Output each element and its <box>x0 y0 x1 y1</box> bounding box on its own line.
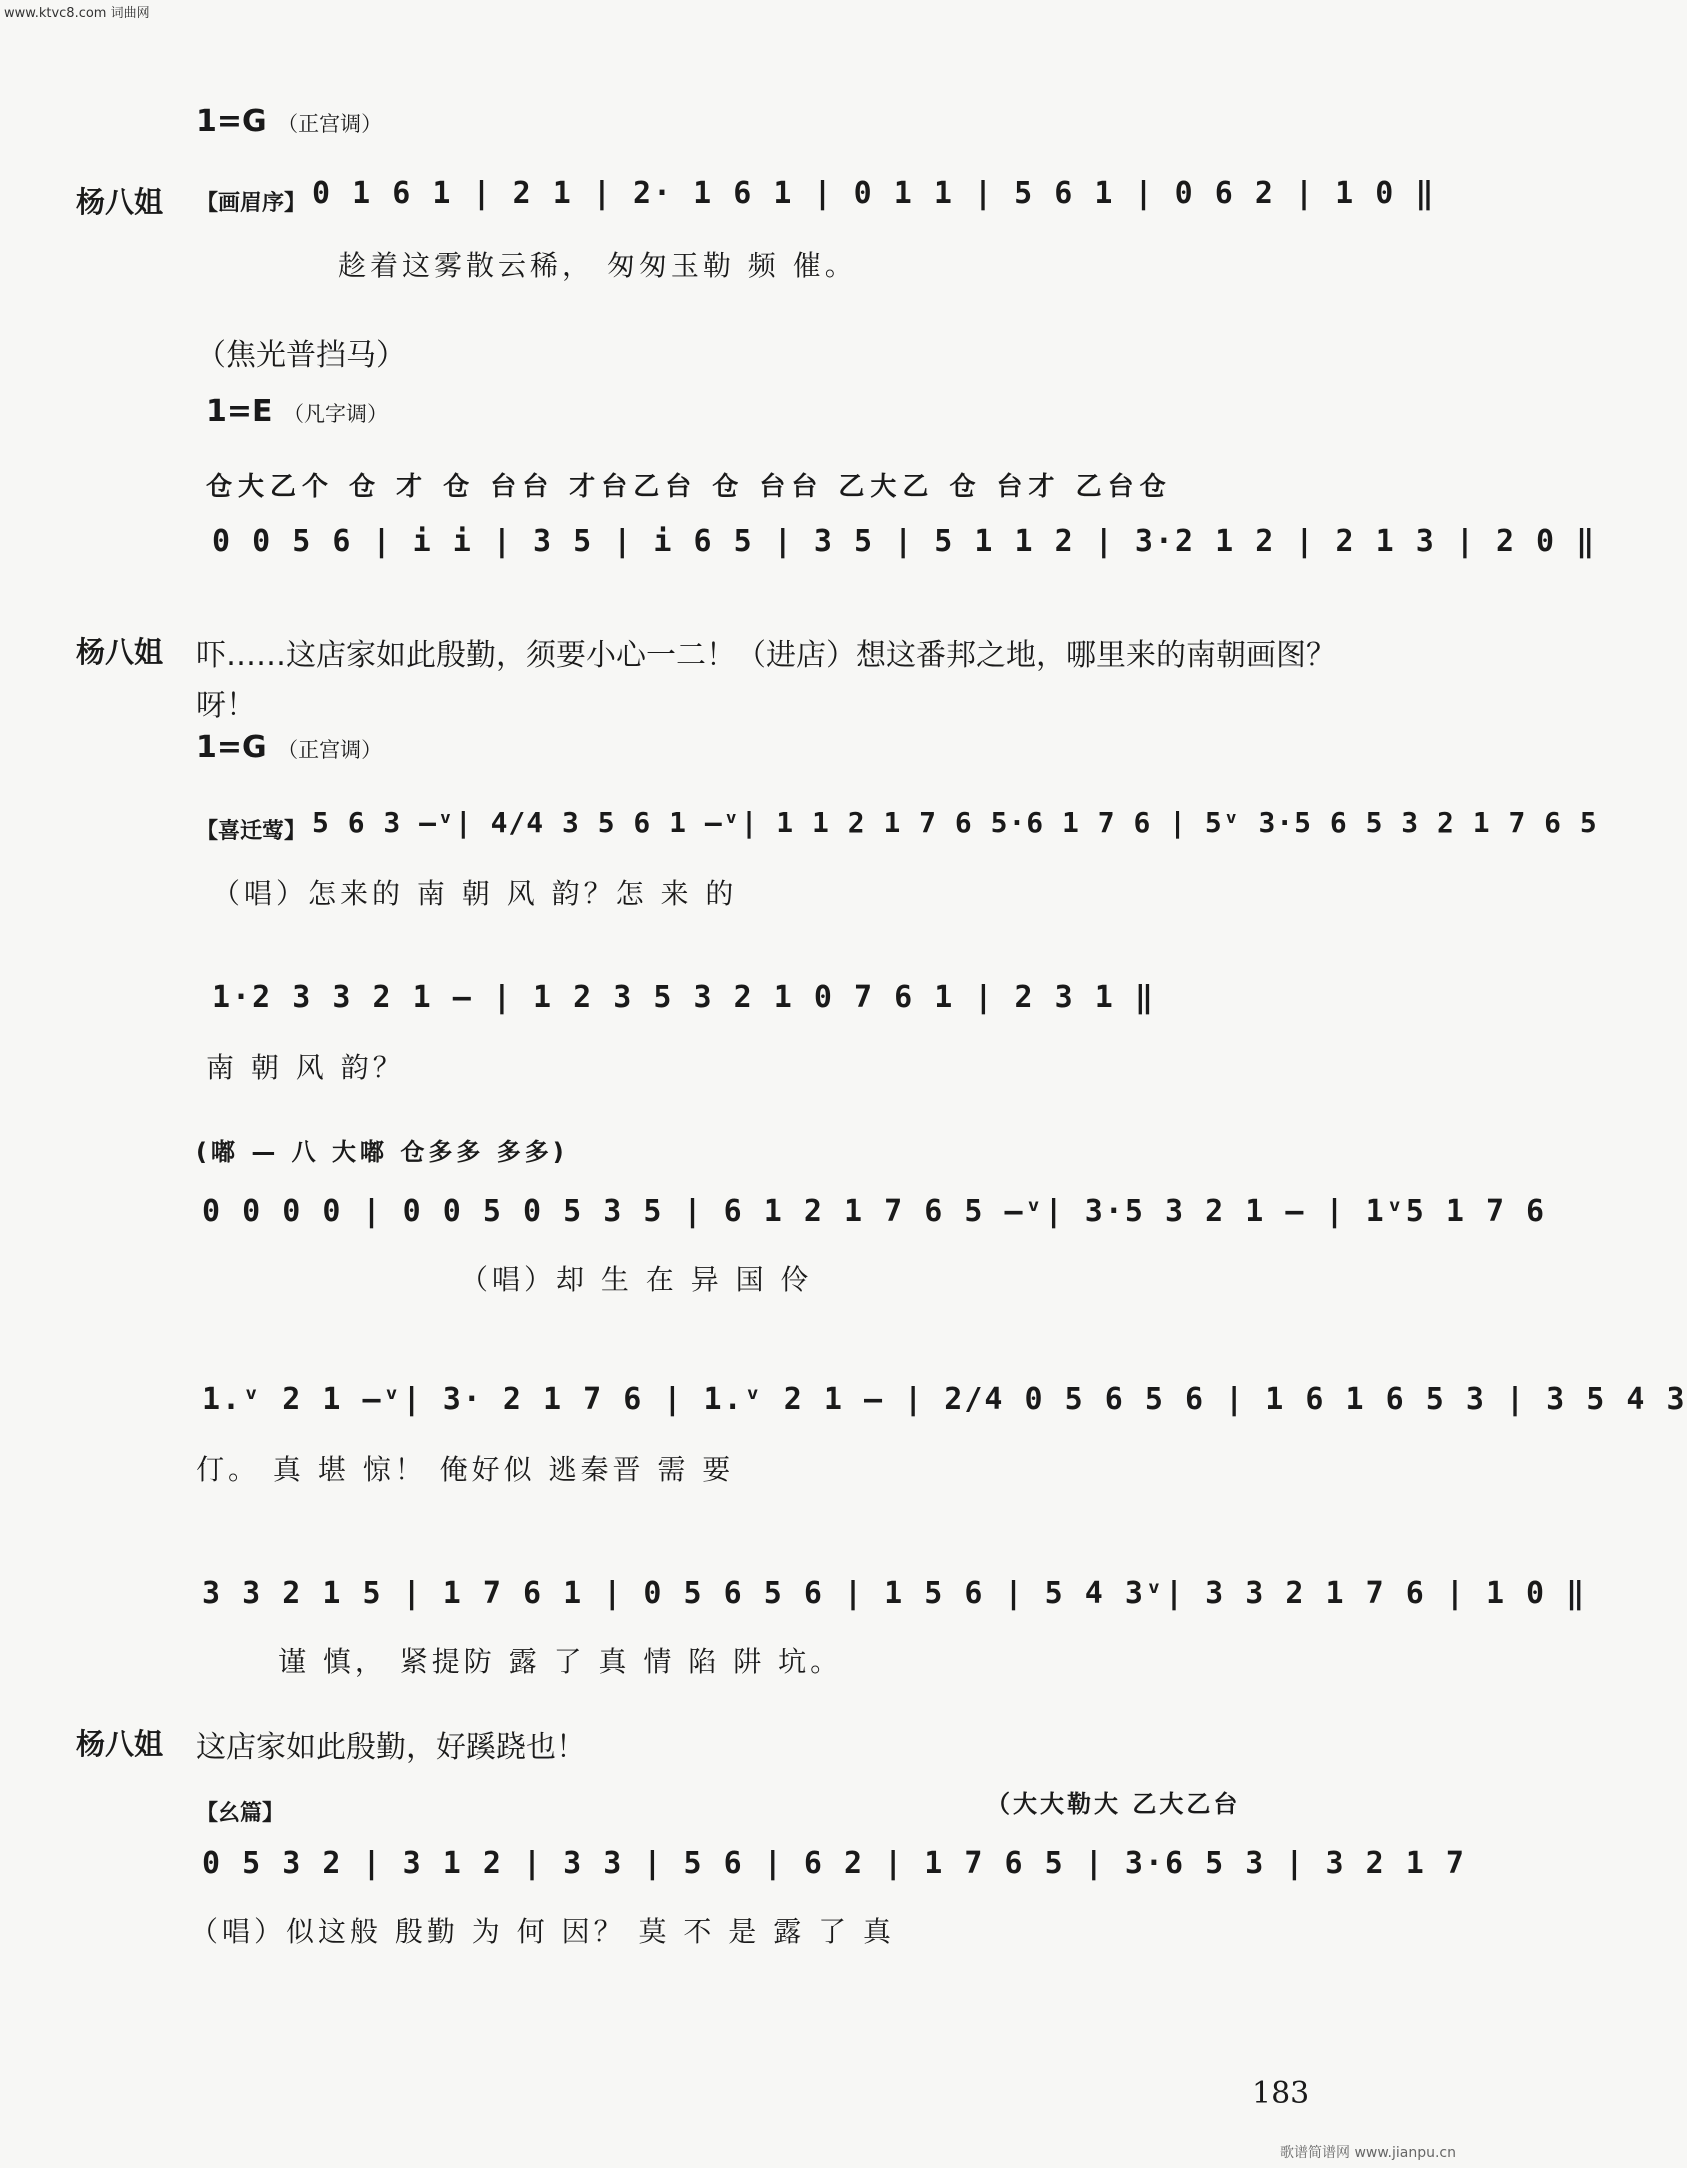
key-3: 1=G <box>196 730 267 765</box>
mode-2: （凡字调） <box>282 402 388 426</box>
notation-row-5: 0 0 0 0 | 0 0 5 0 5 3 5 | 6 1 2 1 7 6 5 –ᵛ| 3·5 3 2 1 – | 1ᵛ5 1 7 6 <box>202 1194 1547 1229</box>
watermark-bottom: 歌谱简谱网 www.jianpu.cn <box>1280 2145 1456 2161</box>
notation-row-4: 1·2 3 3 2 1 – | 1 2 3 5 3 2 1 0 7 6 1 | 2 3 1 ‖ <box>212 980 1155 1015</box>
tune-name-8: 【幺篇】 <box>196 1801 285 1826</box>
notation-row-8: 0 5 3 2 | 3 1 2 | 3 3 | 5 6 | 6 2 | 1 7 6 5 | 3·6 5 3 | 3 2 1 7 <box>202 1846 1466 1881</box>
notation-row-2: 0 0 5 6 | i i | 3 5 | i 6 5 | 3 5 | 5 1 1 2 | 3·2 1 2 | 2 1 3 | 2 0 ‖ <box>212 524 1597 559</box>
lyrics-row-7: 谨 慎， 紧提防 露 了 真 情 陷 阱 坑。 <box>278 1645 843 1678</box>
tune-name-1: 【画眉序】 <box>196 191 307 216</box>
page-number: 183 <box>1252 2076 1310 2111</box>
spoken-line-1b: 呀！ <box>196 688 256 723</box>
lyrics-row-5: （唱）却 生 在 异 国 伶 <box>460 1263 813 1296</box>
tune-name-3: 【喜迁莺】 <box>196 819 307 844</box>
role-name-1: 杨八姐 <box>76 185 164 219</box>
key-signature-3 <box>196 730 382 765</box>
key-signature-1 <box>196 104 382 139</box>
lyrics-row-6: 仃。 真 堪 惊！ 俺好似 逃秦晋 需 要 <box>196 1453 735 1486</box>
spoken-line-2: 这店家如此殷勤，好蹊跷也！ <box>196 1730 586 1765</box>
watermark-top: www.ktvc8.com 词曲网 <box>4 6 150 21</box>
lyrics-row-8: （唱）似这般 殷勤 为 何 因？ 莫 不 是 露 了 真 <box>190 1915 896 1948</box>
lyrics-row-4: 南 朝 风 韵？ <box>206 1051 405 1084</box>
lyrics-row-1: 趁着这雾散云稀， 匆匆玉勒 频 催。 <box>338 249 857 282</box>
mode-1: （正宫调） <box>277 112 383 136</box>
key-signature-2 <box>206 394 388 429</box>
spoken-line-1: 吓……这店家如此殷勤，须要小心一二！（进店）想这番邦之地，哪里来的南朝画图？ <box>196 638 1336 673</box>
notation-row-6: 1.ᵛ 2 1 –ᵛ| 3· 2 1 7 6 | 1.ᵛ 2 1 – | 2/4 0 5 6 5 6 | 1 6 1 6 5 3 | 3 5 4 3 <box>202 1382 1687 1417</box>
percussion-line: 仓大乙个 仓 才 仓 台台 才台乙台 仓 台台 乙大乙 仓 台才 乙台仓 <box>206 472 1172 502</box>
mode-3: （正宫调） <box>277 738 383 762</box>
notation-row-7: 3 3 2 1 5 | 1 7 6 1 | 0 5 6 5 6 | 1 5 6 | 5 4 3ᵛ| 3 3 2 1 7 6 | 1 0 ‖ <box>202 1576 1587 1611</box>
role-name-3: 杨八姐 <box>76 1727 164 1761</box>
key-1: 1=G <box>196 104 267 139</box>
percussion-title: （焦光普挡马） <box>196 338 406 373</box>
key-2: 1=E <box>206 394 273 429</box>
lyrics-row-3: （唱）怎来的 南 朝 风 韵？怎 来 的 <box>212 877 738 910</box>
percussion-line-2: (嘟 — 八 大嘟 仓多多 多多) <box>196 1138 568 1166</box>
notation-row-3: 5 6 3 –ᵛ| 4/4 3 5 6 1 –ᵛ| 1 1 2 1 7 6 5·6 1 7 6 | 5ᵛ 3·5 6 5 3 2 1 7 6 5 <box>312 806 1598 839</box>
role-name-2: 杨八姐 <box>76 635 164 669</box>
percussion-line-3: （大大勒大 乙大乙台 <box>986 1790 1241 1818</box>
notation-row-1: 0 1 6 1 | 2 1 | 2· 1 6 1 | 0 1 1 | 5 6 1 | 0 6 2 | 1 0 ‖ <box>312 176 1436 211</box>
